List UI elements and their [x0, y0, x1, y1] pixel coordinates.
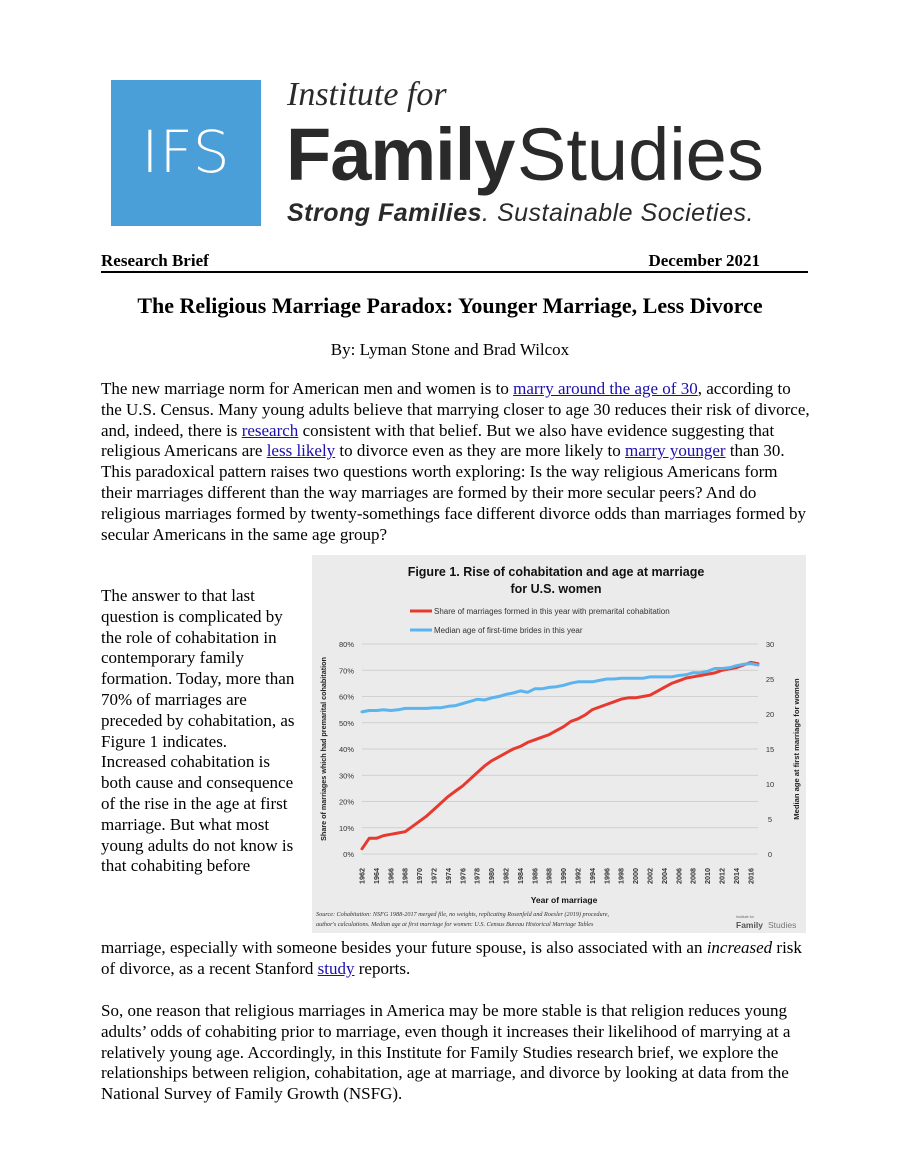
chart-legend: [410, 607, 670, 635]
x-tick-label: 1998: [616, 868, 626, 884]
y-left-tick-label: 50%: [338, 718, 354, 728]
p1-text-1: The new marriage norm for American men and women is to: [101, 379, 514, 398]
link-marry-around-30[interactable]: marry around the age of 30: [513, 379, 698, 398]
y-left-tick-label: 70%: [338, 666, 354, 676]
page-title: The Religious Marriage Paradox: Younger Marriage, Less Divorce: [137, 293, 763, 318]
x-tick-label: 1986: [530, 868, 540, 884]
p3-text-1: marriage, especially with someone besides your future spouse, is also associated with an: [101, 938, 707, 957]
p3-text-2: risk of divorce, as a recent Stanford: [101, 938, 802, 978]
x-tick-label: 2000: [631, 868, 641, 884]
x-tick-label: 1994: [587, 868, 597, 884]
p1-text-2: , according to the U.S. Census. Many young adults believe that marrying closer to age 30 reduces their risk of divorce, and, indeed, there is: [101, 379, 810, 440]
y-left-tick-label: 10%: [338, 823, 354, 833]
legend-label-age: Median age of first-time brides in this year: [434, 626, 583, 635]
chart-title-line1: Figure 1. Rise of cohabitation and age at marriage: [407, 565, 705, 579]
y-right-tick-label: 15: [765, 745, 775, 754]
brief-date: December 2021: [648, 251, 760, 270]
x-tick-label: 1984: [515, 868, 525, 884]
p3-text-3: reports.: [354, 958, 411, 978]
x-tick-label: 2002: [645, 868, 655, 884]
chart-title-line2: for U.S. women: [510, 582, 602, 596]
x-tick-label: 1996: [602, 868, 612, 884]
x-tick-label: 2004: [659, 868, 669, 884]
y-left-tick-label: 40%: [338, 745, 354, 754]
link-marry-younger[interactable]: marry younger: [625, 441, 726, 461]
brief-label: Research Brief: [101, 251, 209, 270]
x-tick-label: 1964: [371, 868, 381, 884]
chart-y-left-label: Share of marriages which had premarital cohabitation: [319, 657, 328, 841]
y-left-tick-label: 80%: [338, 640, 354, 649]
x-tick-label: 1980: [487, 868, 497, 884]
figure-1-chart: [312, 555, 806, 933]
paragraph-cohabitation: The answer to that last question is complicated by the role of cohabitation in contemporary family formation. Today, more than 70% of marriages are preceded by cohabitation, as Figure 1 indicates. Increased cohabitation is both cause and consequence of the rise in the age at first marriage. But what most young adults do not know is that cohabiting before: [101, 586, 295, 876]
paragraph-brief-scope: So, one reason that religious marriages in America may be more stable is that religion reduces young adults’ odds of cohabiting prior to marriage, even though it increases their likelihood of marrying at a relatively young age. Accordingly, in this Institute for Family Studies research brief, we explore the relationships between religion, cohabitation, age at marriage, and divorce by looking at data from the National Survey of Family Growth (NSFG).: [101, 1001, 791, 1104]
series-line-cohabitation: [362, 662, 758, 848]
chart-source-line2: author's calculations. Median age at first marriage for women: U.S. Census Bureau Historical Marriage Tables: [316, 921, 594, 928]
chart-series: [362, 662, 758, 848]
badge-studies: Studies: [768, 920, 797, 930]
chart-y-right-ticks: [766, 640, 774, 859]
paragraph-divorce-risk: [101, 938, 811, 980]
logo-family-text: Family: [286, 113, 515, 196]
link-research[interactable]: research: [241, 420, 299, 440]
y-right-tick-label: 20: [765, 710, 775, 719]
x-tick-label: 2010: [703, 868, 713, 884]
header-rule: [101, 271, 808, 273]
x-tick-label: 1990: [559, 868, 569, 884]
x-tick-label: 2008: [688, 868, 698, 884]
p1-text-3: consistent with that belief. But we also have evidence suggesting that religious Americans are: [101, 420, 775, 461]
p1-text-5: than 30. This paradoxical pattern raises two questions worth exploring: Is the way religious Americans form their marriages different than the way marriages are formed by their more secular peers? And do religious marriages formed by twenty-somethings face different divorce odds than marriages formed by secular Americans in the same age group?: [101, 441, 806, 544]
x-tick-label: 1972: [429, 868, 439, 884]
logo-institute-text: Institute for: [287, 76, 447, 113]
logo-tagline-bold: Strong Families: [287, 199, 483, 227]
logo-studies-text: Studies: [517, 113, 764, 196]
y-right-tick-label: 25: [765, 675, 775, 684]
x-tick-label: 1982: [501, 868, 511, 884]
y-right-tick-label: 0: [767, 850, 773, 859]
x-tick-label: 1962: [357, 868, 367, 884]
chart-logo-badge: [736, 915, 796, 930]
byline: By: Lyman Stone and Brad Wilcox: [330, 340, 570, 359]
x-tick-label: 2016: [746, 868, 756, 884]
y-left-tick-label: 30%: [338, 771, 354, 781]
chart-y-left-ticks: [339, 640, 354, 859]
x-tick-label: 1970: [415, 868, 425, 884]
p1-text-4: to divorce even as they are more likely to: [335, 441, 626, 461]
paragraph-intro: [101, 379, 811, 545]
x-tick-label: 1976: [458, 868, 468, 884]
ifs-logo-box: [111, 80, 261, 226]
figure-1: [312, 555, 806, 933]
p3-emphasis: increased: [706, 938, 773, 957]
x-tick-label: 1978: [472, 868, 482, 884]
y-left-tick-label: 20%: [338, 797, 354, 807]
x-tick-label: 1988: [544, 868, 554, 884]
x-tick-label: 1974: [443, 868, 453, 884]
y-right-tick-label: 30: [765, 640, 775, 649]
chart-y-right-label: Median age at first marriage for women: [792, 678, 801, 820]
link-less-likely[interactable]: less likely: [266, 441, 336, 461]
x-tick-label: 2006: [674, 868, 684, 884]
badge-family: Family: [736, 920, 763, 930]
logo-tagline-rest: . Sustainable Societies.: [482, 199, 754, 227]
y-right-tick-label: 5: [767, 815, 773, 824]
series-line-median-age: [362, 664, 758, 712]
link-study[interactable]: study: [317, 958, 355, 978]
y-right-tick-label: 10: [765, 780, 775, 789]
badge-institute: Institute for: [736, 915, 754, 919]
legend-label-cohab: Share of marriages formed in this year with premarital cohabitation: [434, 607, 670, 616]
y-left-tick-label: 60%: [338, 692, 354, 702]
chart-x-label: Year of marriage: [530, 895, 598, 905]
logo-tagline: [287, 199, 754, 228]
x-tick-label: 1968: [400, 868, 410, 884]
x-tick-label: 2012: [717, 868, 727, 884]
chart-source-line1: Source: Cohabitation: NSFG 1988-2017 merged file, no weights, replicating Rosenfeld and Roesler (2019) procedure,: [316, 911, 610, 918]
ifs-logo-abbr: IFS: [141, 118, 231, 186]
x-tick-label: 2014: [731, 868, 741, 884]
x-tick-label: 1992: [573, 868, 583, 884]
chart-x-ticks: [358, 868, 756, 884]
x-tick-label: 1966: [386, 868, 396, 884]
y-left-tick-label: 0%: [343, 850, 354, 859]
